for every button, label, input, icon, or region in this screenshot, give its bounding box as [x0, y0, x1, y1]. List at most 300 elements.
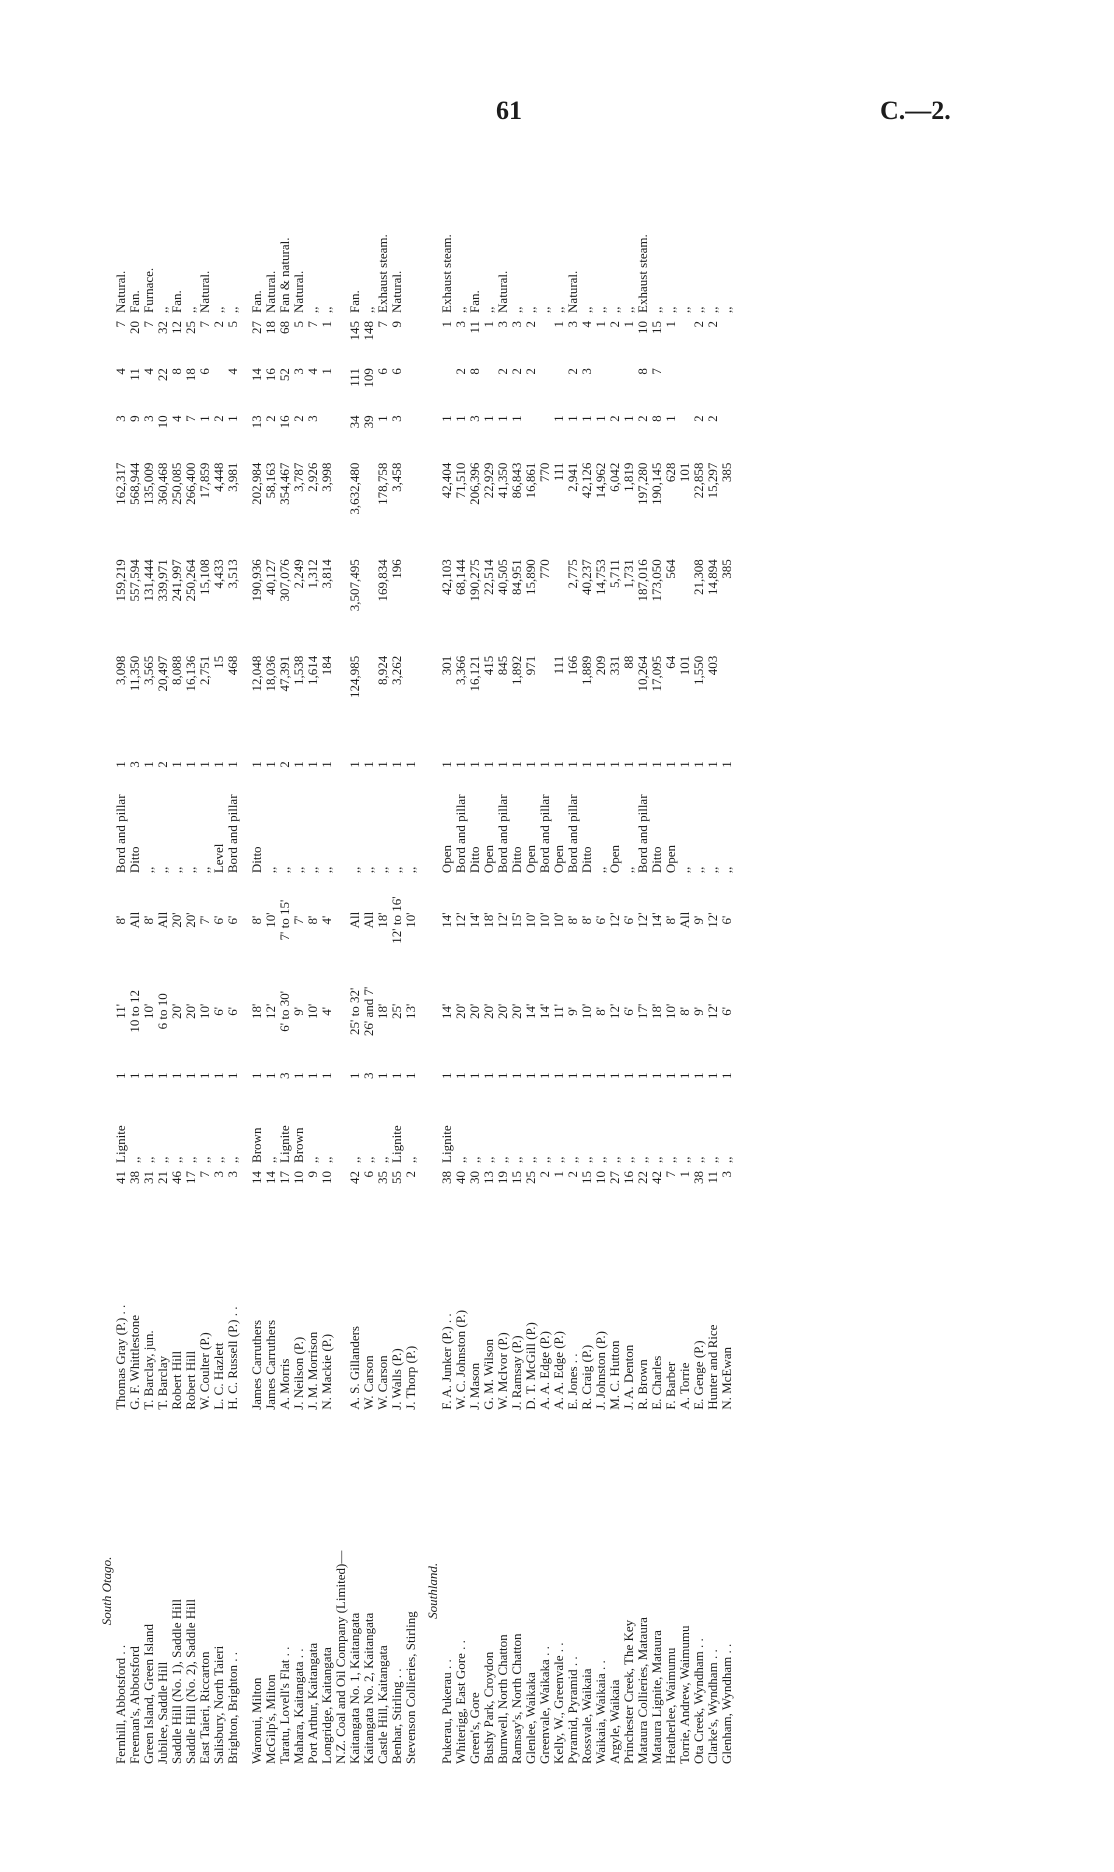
cell-a: 10 [155, 415, 170, 429]
cell-method: ,, [691, 866, 706, 874]
cell-seams: 1 [509, 1072, 524, 1079]
cell-men: 25 [523, 1170, 538, 1184]
cell-c [678, 317, 692, 364]
cell-worked: 20' [183, 912, 198, 928]
cell-owner: D. T. McGill (P.) [523, 1322, 538, 1410]
cell-seams: 1 [691, 1072, 706, 1079]
cell-worked: All [677, 911, 692, 929]
cell-prev: 124,985 [347, 655, 362, 699]
cell-thick: 12' [263, 1003, 278, 1019]
cell-vent: ,, [361, 306, 376, 313]
cell-a: 1 [621, 415, 636, 422]
cell-kind: ,, [141, 1156, 156, 1163]
table-row [278, 188, 292, 1768]
cell-a [334, 411, 348, 458]
cell-shafts: 1 [375, 761, 390, 768]
cell-owner: R. Craig (P.) [579, 1344, 594, 1410]
table-row [170, 188, 184, 1768]
cell-vent: ,, [225, 306, 240, 313]
cell-a: 2 [635, 415, 650, 422]
cell-vent: Exhaust steam. [375, 234, 390, 313]
cell-prev: 1,892 [509, 655, 524, 686]
cell-kind: ,, [263, 1156, 278, 1163]
cell-b: 2 [453, 368, 468, 375]
cell-b [334, 364, 348, 411]
cell-name: Ota Creek, Wyndham . . [691, 1638, 706, 1764]
cell-shafts: 1 [523, 761, 538, 768]
cell-kind: ,, [225, 1156, 240, 1163]
table-row [608, 188, 622, 1768]
cell-c: 25 [183, 320, 198, 334]
cell-worked: 10' [551, 912, 566, 928]
group-heading [92, 188, 114, 1768]
cell-worked: 12' [495, 912, 510, 928]
cell-a: 3 [467, 415, 482, 422]
cell-prev [720, 652, 734, 749]
cell-seams: 1 [305, 1072, 320, 1079]
cell-c: 1 [663, 320, 678, 328]
cell-b [212, 364, 226, 411]
cell-thick: 10' [663, 1003, 678, 1019]
cell-vent: Natural. [263, 270, 278, 313]
cell-kind: Brown [249, 1127, 264, 1163]
cell-worked: 8' [565, 915, 580, 925]
cell-seams: 1 [375, 1072, 390, 1079]
cell-total [362, 459, 376, 556]
cell-b: 4 [225, 368, 240, 375]
table-row [212, 188, 226, 1768]
cell-owner: J. Thorp (P.) [403, 1345, 418, 1410]
cell-kind: ,, [677, 1156, 692, 1163]
cell-c: 3 [509, 320, 524, 328]
cell-worked: 8' [663, 915, 678, 925]
cell-b: 4 [141, 368, 156, 375]
cell-owner: M. C. Hutton [607, 1340, 622, 1410]
cell-b: 4 [305, 368, 320, 375]
cell-men: 31 [141, 1170, 156, 1184]
cell-name: Kelly, W., Greenvale . . [551, 1642, 566, 1764]
cell-shafts: 1 [291, 761, 306, 768]
table-row [440, 188, 454, 1768]
cell-seams: 1 [113, 1072, 128, 1079]
cell-name: Salisbury, North Taieri [211, 1645, 226, 1764]
cell-a: 2 [691, 415, 706, 422]
cell-c: 1 [621, 320, 636, 328]
cell-total: 3,981 [225, 462, 240, 492]
cell-shafts: 1 [249, 761, 264, 768]
cell-prev: 17,095 [649, 655, 664, 692]
cell-vent: ,, [719, 306, 734, 313]
cell-kind: ,, [319, 1156, 334, 1163]
cell-men: 6 [361, 1170, 376, 1178]
cell-vent: ,, [509, 306, 524, 313]
table-row [142, 188, 156, 1768]
cell-kind: Lignite [277, 1125, 292, 1163]
cell-b: 6 [389, 368, 404, 375]
cell-year: 40,127 [263, 559, 278, 595]
cell-a: 16 [277, 415, 292, 429]
cell-b: 7 [649, 368, 664, 375]
cell-men: 17 [277, 1170, 292, 1184]
cell-worked: 4' [319, 915, 334, 925]
cell-vent: Exhaust steam. [635, 234, 650, 313]
cell-b: 8 [169, 368, 184, 375]
cell-shafts: 1 [705, 761, 720, 768]
group-heading-text: South Otago. [99, 1556, 114, 1626]
cell-prev: 971 [523, 655, 538, 676]
cell-shafts: 1 [263, 761, 278, 768]
cell-total: 1,819 [621, 462, 636, 492]
cell-owner: F. A. Junker (P.) . . [439, 1313, 454, 1410]
cell-thick: 25' to 32' [347, 987, 362, 1035]
cell-owner: Thomas Gray (P.) . . [113, 1304, 128, 1410]
cell-c: 145 [347, 320, 362, 341]
table-row [404, 188, 418, 1768]
table-row [594, 188, 608, 1768]
cell-method: ,, [347, 866, 362, 874]
cell-a [320, 411, 334, 458]
cell-shafts: 3 [127, 761, 142, 768]
page-code: C.—2. [880, 96, 951, 125]
cell-c: 2 [523, 320, 538, 328]
cell-kind: Lignite [113, 1125, 128, 1163]
cell-c: 4 [579, 320, 594, 328]
cell-prev: 3,098 [113, 655, 128, 686]
cell-b [664, 364, 678, 411]
cell-shafts: 1 [551, 761, 566, 768]
cell-vent: ,, [649, 306, 664, 313]
cell-worked [334, 877, 348, 963]
cell-b: 8 [467, 368, 482, 375]
table-row [468, 188, 482, 1768]
cell-seams: 1 [663, 1072, 678, 1079]
cell-c: 27 [249, 320, 264, 334]
cell-worked: 20' [169, 912, 184, 928]
cell-total: 178,758 [375, 462, 390, 505]
cell-kind: ,, [197, 1156, 212, 1163]
cell-b [622, 364, 636, 411]
cell-method: ,, [593, 866, 608, 874]
cell-owner: A. S. Gillanders [347, 1326, 362, 1410]
cell-c: 1 [551, 320, 566, 328]
cell-seams: 1 [621, 1072, 636, 1079]
cell-a: 1 [197, 415, 212, 422]
cell-name: Bushy Park, Croydon [481, 1651, 496, 1764]
cell-worked: 8' [579, 915, 594, 925]
cell-men: 9 [305, 1170, 320, 1178]
cell-name: East Taieri, Riccarton [197, 1651, 212, 1764]
cell-kind: ,, [495, 1156, 510, 1163]
cell-prev: 10,264 [635, 655, 650, 692]
cell-b [594, 364, 608, 411]
cell-seams: 1 [389, 1072, 404, 1079]
cell-vent: Natural. [495, 270, 510, 313]
cell-worked: 8' [305, 915, 320, 925]
cell-b: 2 [509, 368, 524, 375]
cell-kind: ,, [523, 1156, 538, 1163]
cell-total: 360,468 [155, 462, 170, 505]
cell-vent: ,, [551, 306, 566, 313]
cell-name: Saddle Hill (No. 2), Saddle Hill [183, 1598, 198, 1764]
cell-worked: 6' [211, 915, 226, 925]
cell-vent: Natural. [389, 270, 404, 313]
cell-a: 39 [361, 415, 376, 429]
cell-c: 7 [197, 320, 212, 328]
cell-a: 7 [183, 415, 198, 422]
cell-c: 5 [225, 320, 240, 328]
rotated-table-container [92, 188, 952, 1768]
cell-prev: 11,350 [127, 655, 142, 692]
cell-a: 34 [347, 415, 362, 429]
cell-c: 2 [211, 320, 226, 328]
cell-owner: Hunter and Rice [705, 1324, 720, 1410]
cell-owner: J. Neilson (P.) [291, 1336, 306, 1410]
cell-shafts: 1 [347, 761, 362, 768]
cell-owner: G. F. Whittlestone [127, 1315, 142, 1410]
table-row [292, 188, 306, 1768]
cell-method: ,, [263, 866, 278, 874]
table-row [376, 188, 390, 1768]
group-heading-text: Southland. [425, 1562, 440, 1619]
cell-name: Saddle Hill (No. 1), Saddle Hill [169, 1598, 184, 1764]
cell-thick: 17' [635, 1003, 650, 1019]
table-row [264, 188, 278, 1768]
cell-men [334, 1167, 348, 1210]
cell-year [362, 555, 376, 652]
table-row [678, 188, 692, 1768]
cell-prev: 3,262 [389, 655, 404, 686]
cell-thick: 26' and 7' [361, 986, 376, 1037]
cell-year: 241,997 [169, 559, 184, 602]
cell-b [404, 364, 418, 411]
cell-men: 38 [691, 1170, 706, 1184]
table-row [250, 188, 264, 1768]
cell-method: Open [663, 845, 678, 874]
cell-b: 14 [249, 368, 264, 382]
cell-method: ,, [719, 866, 734, 874]
cell-shafts: 2 [277, 761, 292, 768]
cell-total: 628 [663, 462, 678, 483]
cell-thick: 25' [389, 1003, 404, 1019]
cell-year: 307,076 [277, 559, 292, 602]
cell-method: ,, [319, 866, 334, 874]
cell-thick: 10 to 12 [127, 990, 142, 1033]
cell-method: ,, [389, 866, 404, 874]
cell-c: 11 [467, 320, 482, 334]
cell-method: Bord and pillar [565, 794, 580, 874]
cell-c: 7 [141, 320, 156, 328]
cell-year: 131,444 [141, 559, 156, 602]
cell-c: 1 [319, 320, 334, 328]
cell-year: 3,513 [225, 559, 240, 589]
cell-men: 15 [509, 1170, 524, 1184]
cell-owner: Robert Hill [169, 1350, 184, 1410]
cell-seams: 1 [467, 1072, 482, 1079]
cell-men: 10 [593, 1170, 608, 1184]
cell-owner: J. M. Morrison [305, 1331, 320, 1410]
cell-owner: N. Mackie (P.) [319, 1333, 334, 1410]
cell-seams: 1 [649, 1072, 664, 1079]
cell-year: 190,936 [249, 559, 264, 602]
cell-shafts: 1 [403, 761, 418, 768]
cell-thick: 9' [291, 1006, 306, 1016]
cell-thick: 20' [467, 1003, 482, 1019]
cell-owner: E. Genge (P.) [691, 1340, 706, 1410]
cell-seams [334, 1060, 348, 1092]
cell-owner [334, 1210, 348, 1414]
cell-prev: 18,036 [263, 655, 278, 692]
cell-prev: 2,751 [197, 655, 212, 686]
cell-worked: 14' [649, 912, 664, 928]
cell-seams: 1 [249, 1072, 264, 1079]
table-row [482, 188, 496, 1768]
cell-method: Open [439, 845, 454, 874]
cell-owner: A. A. Edge (P.) [537, 1331, 552, 1410]
cell-men: 38 [127, 1170, 142, 1184]
cell-name: Freeman's, Abbotsford [127, 1646, 142, 1764]
cell-men: 13 [481, 1170, 496, 1184]
cell-thick: 8' [593, 1006, 608, 1016]
cell-method: Bord and pillar [635, 794, 650, 874]
cell-a: 2 [705, 415, 720, 422]
cell-worked: 18' [481, 912, 496, 928]
cell-year: 2,249 [291, 559, 306, 589]
cell-kind: ,, [403, 1156, 418, 1163]
cell-prev: 8,088 [169, 655, 184, 686]
cell-kind: ,, [621, 1156, 636, 1163]
cell-shafts: 1 [593, 761, 608, 768]
cell-a: 2 [211, 415, 226, 422]
cell-year [334, 555, 348, 652]
cell-method: Level [211, 843, 226, 874]
cell-year: 21,308 [691, 559, 706, 595]
cell-b [706, 364, 720, 411]
cell-seams: 3 [277, 1072, 292, 1079]
cell-prev: 403 [705, 655, 720, 676]
cell-c: 3 [453, 320, 468, 328]
cell-owner: G. M. Wilson [481, 1339, 496, 1410]
cell-name: N.Z. Coal and Oil Company (Limited)— [333, 1550, 348, 1764]
cell-b: 1 [319, 368, 334, 375]
cell-year: 1,312 [305, 559, 320, 589]
cell-name: Jubilee, Saddle Hill [155, 1661, 170, 1764]
cell-a: 8 [649, 415, 664, 422]
cell-worked: 12' [635, 912, 650, 928]
cell-kind: ,, [705, 1156, 720, 1163]
cell-owner: A. Morris [277, 1358, 292, 1410]
table-row [334, 188, 348, 1768]
cell-seams: 1 [403, 1072, 418, 1079]
cell-year: 339,971 [155, 559, 170, 602]
table-row [650, 188, 664, 1768]
cell-c: 20 [127, 320, 142, 334]
cell-a: 2 [263, 415, 278, 422]
cell-shafts: 1 [467, 761, 482, 768]
cell-c: 15 [649, 320, 664, 334]
cell-method: ,, [141, 866, 156, 874]
cell-name: Kaitangata No. 1, Kaitangata [347, 1612, 362, 1764]
cell-prev: 1,538 [291, 655, 306, 686]
cell-vent: Exhaust steam. [439, 234, 454, 313]
table-row [692, 188, 706, 1768]
cell-method: Ditto [127, 846, 142, 874]
cell-kind: ,, [551, 1156, 566, 1163]
cell-a: 4 [169, 415, 184, 422]
cell-name: Clarke's, Wyndham . . [705, 1649, 720, 1764]
cell-worked: 12' [705, 912, 720, 928]
cell-prev: 166 [565, 655, 580, 676]
cell-seams: 1 [211, 1072, 226, 1079]
table-row [306, 188, 320, 1768]
cell-seams: 1 [141, 1072, 156, 1079]
cell-a: 1 [495, 415, 510, 422]
cell-method: Open [523, 845, 538, 874]
cell-method: Ditto [509, 846, 524, 874]
cell-men: 17 [183, 1170, 198, 1184]
cell-owner: J. Mason [467, 1362, 482, 1410]
cell-total: 2,941 [565, 462, 580, 492]
cell-seams: 1 [565, 1072, 580, 1079]
cell-vent: Fan. [347, 290, 362, 313]
cell-vent: ,, [319, 306, 334, 313]
cell-thick: 13' [403, 1003, 418, 1019]
cell-name: Ramsay's, North Chatton [509, 1633, 524, 1764]
cell-worked: 8' [249, 915, 264, 925]
cell-shafts: 1 [453, 761, 468, 768]
table-row [524, 188, 538, 1768]
cell-men: 40 [453, 1170, 468, 1184]
cell-method: Ditto [249, 846, 264, 874]
cell-total: 266,400 [183, 462, 198, 505]
cell-c: 10 [635, 320, 650, 334]
cell-name: Mahara, Kaitangata . . [291, 1648, 306, 1764]
cell-year: 169,834 [375, 559, 390, 602]
cell-method: Ditto [579, 846, 594, 874]
cell-name: Fernhill, Abbotsford . . [113, 1644, 128, 1764]
cell-a: 3 [141, 415, 156, 422]
cell-method: ,, [305, 866, 320, 874]
cell-men: 10 [319, 1170, 334, 1184]
cell-a: 1 [579, 415, 594, 422]
cell-c: 2 [705, 320, 720, 328]
cell-total: 17,859 [197, 462, 212, 499]
cell-name: Glenham, Wyndham . . [719, 1643, 734, 1764]
cell-thick: 6' [621, 1006, 636, 1016]
cell-year: 3,814 [319, 559, 334, 589]
table-row [720, 188, 734, 1768]
cell-seams: 1 [635, 1072, 650, 1079]
cell-total: 354,467 [277, 462, 292, 505]
cell-a [720, 411, 734, 458]
cell-b: 3 [579, 368, 594, 375]
cell-a [538, 411, 552, 458]
cell-vent: ,, [663, 306, 678, 313]
cell-method: ,, [197, 866, 212, 874]
cell-name: Castle Hill, Kaitangata [375, 1645, 390, 1764]
cell-vent: ,, [705, 306, 720, 313]
cell-b: 2 [495, 368, 510, 375]
cell-year: 14,753 [593, 559, 608, 595]
cell-kind: ,, [467, 1156, 482, 1163]
cell-total: 6,042 [607, 462, 622, 492]
cell-vent: Natural. [197, 270, 212, 313]
cell-name: Benhar, Stirling . . [389, 1668, 404, 1764]
cell-year: 770 [537, 559, 552, 579]
cell-total: 58,163 [263, 462, 278, 499]
cell-total: 162,317 [113, 462, 128, 505]
cell-shafts: 1 [649, 761, 664, 768]
cell-shafts: 1 [635, 761, 650, 768]
